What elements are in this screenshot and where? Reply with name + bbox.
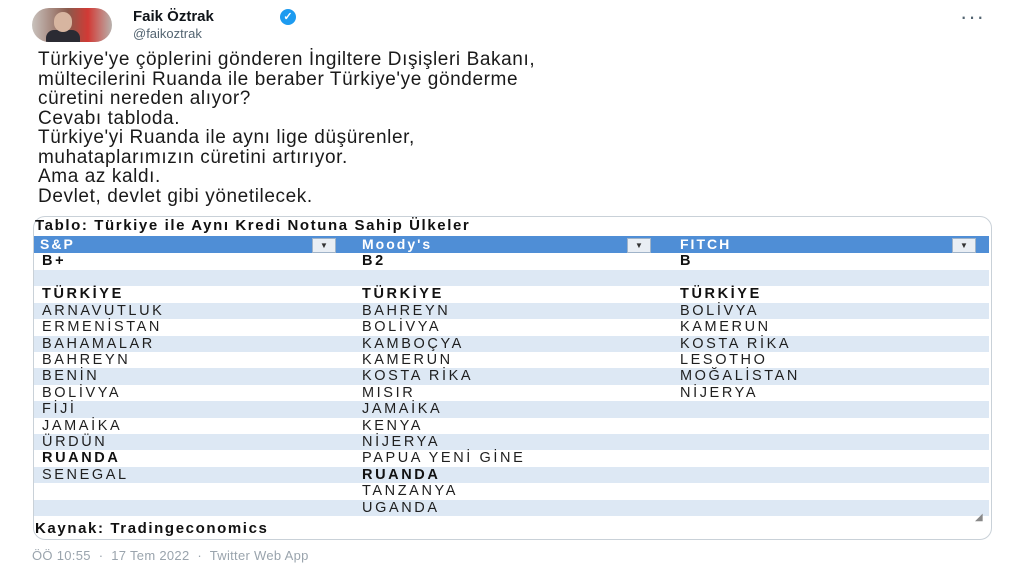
table-cell: SENEGAL: [42, 466, 129, 483]
table-cell: KAMERUN: [362, 352, 453, 368]
tweet-line: Cevabı tabloda.: [38, 107, 181, 129]
table-cell: ERMENİSTAN: [42, 319, 162, 336]
table-cell: UGANDA: [362, 499, 440, 516]
table-cell: KENYA: [362, 417, 424, 434]
avatar[interactable]: [32, 8, 112, 42]
tweet-time[interactable]: ÖÖ 10:55: [32, 548, 91, 563]
table-cell: TÜRKİYE: [42, 286, 124, 303]
table-row: [34, 418, 989, 434]
rating-moodys: B2: [362, 253, 386, 269]
header-sp: S&P: [40, 236, 75, 252]
table-cell: BENİN: [42, 368, 100, 385]
table-row: [34, 401, 989, 417]
table-row: [34, 336, 989, 352]
table-cell: MOĞALİSTAN: [680, 368, 800, 385]
resize-handle-icon: ◢: [975, 512, 983, 523]
table-row: [34, 385, 989, 401]
table-title: Tablo: Türkiye ile Aynı Kredi Notuna Sahip Ülkeler: [35, 217, 471, 234]
table-cell: BAHREYN: [42, 352, 131, 368]
table-cell: ÜRDÜN: [42, 434, 108, 450]
table-cell: TÜRKİYE: [362, 286, 444, 303]
filter-dropdown-icon[interactable]: ▼: [952, 238, 976, 253]
table-cell: MISIR: [362, 384, 416, 401]
table-cell: RUANDA: [42, 450, 121, 467]
rating-fitch: B: [680, 253, 694, 269]
author-name[interactable]: Faik Öztrak: [133, 8, 214, 25]
table-row: [34, 303, 989, 319]
tweet-text: [38, 50, 998, 206]
table-cell: JAMAİKA: [42, 417, 123, 434]
tweet-date[interactable]: 17 Tem 2022: [111, 548, 190, 563]
table-row: [34, 368, 989, 384]
table-row: [34, 352, 989, 368]
tweet-line: mültecilerini Ruanda ile beraber Türkiye'ye gönderme: [38, 68, 519, 90]
table-cell: TANZANYA: [362, 483, 458, 500]
table-row: [34, 467, 989, 483]
table-cell: BAHREYN: [362, 302, 451, 319]
table-cell: KOSTA RİKA: [680, 335, 792, 352]
tweet-line: Türkiye'ye çöplerini gönderen İngiltere Dışişleri Bakanı,: [38, 49, 536, 70]
table-cell: JAMAİKA: [362, 401, 443, 418]
table-source: Kaynak: Tradingeconomics: [35, 520, 269, 537]
table-row: [34, 286, 989, 302]
author-handle[interactable]: @faikoztrak: [133, 26, 202, 41]
table-cell: KAMERUN: [680, 319, 771, 336]
avatar-head: [54, 12, 72, 32]
meta-separator: ·: [98, 548, 104, 563]
more-options-icon[interactable]: ···: [960, 4, 985, 29]
table-cell: LESOTHO: [680, 352, 768, 368]
tweet-line: cüretini nereden alıyor?: [38, 88, 251, 109]
filter-dropdown-icon[interactable]: ▼: [312, 238, 336, 253]
table-row: [34, 483, 989, 499]
filter-dropdown-icon[interactable]: ▼: [627, 238, 651, 253]
table-row: [34, 319, 989, 335]
table-cell: KAMBOÇYA: [362, 335, 464, 352]
table-cell: NİJERYA: [680, 384, 759, 401]
table-row: [34, 270, 989, 286]
tweet-meta: [32, 548, 313, 563]
table-cell: BAHAMALAR: [42, 335, 155, 352]
verified-icon: ✓: [280, 9, 296, 25]
meta-separator: ·: [197, 548, 203, 563]
tweet-line: Devlet, devlet gibi yönetilecek.: [38, 185, 313, 207]
tweet-line: Türkiye'yi Ruanda ile aynı lige düşürenler,: [38, 127, 415, 148]
table-row: [34, 500, 989, 516]
tweet-line: muhataplarımızın cüretini artırıyor.: [38, 146, 348, 168]
table-cell: BOLİVYA: [680, 302, 760, 319]
table-cell: RUANDA: [362, 466, 441, 483]
table-cell: ARNAVUTLUK: [42, 302, 165, 319]
table-header-row: [34, 236, 989, 253]
table-cell: KOSTA RİKA: [362, 368, 474, 385]
table-cell: BOLİVYA: [362, 319, 442, 336]
table-cell: BOLİVYA: [42, 384, 122, 401]
table-cell: NİJERYA: [362, 434, 441, 450]
tweet-line: Ama az kaldı.: [38, 166, 161, 187]
rating-sp: B+: [42, 253, 67, 269]
table-cell: PAPUA YENİ GİNE: [362, 450, 526, 467]
header-fitch: FITCH: [680, 236, 732, 252]
table-cell: TÜRKİYE: [680, 286, 762, 303]
tweet-source-app: Twitter Web App: [209, 548, 309, 563]
table-row: [34, 434, 989, 450]
table-cell: FİJİ: [42, 401, 77, 418]
header-moodys: Moody's: [362, 236, 433, 252]
rating-row: [34, 253, 989, 269]
